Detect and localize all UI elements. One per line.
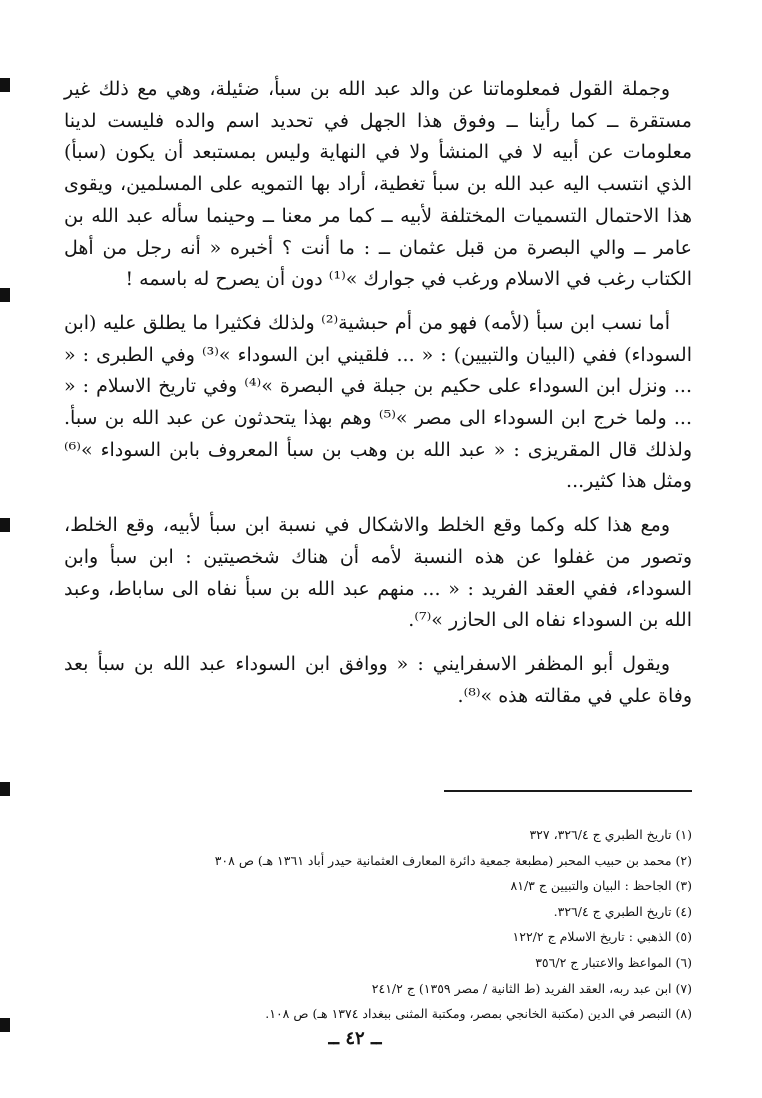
margin-mark [0, 288, 10, 302]
footnote-item: (٤) تاريخ الطبري ج ٣٢٦/٤. [553, 903, 692, 919]
footnote-item: (٥) الذهبي : تاريخ الاسلام ج ١٢٢/٢ [512, 929, 692, 945]
footnote-divider [444, 790, 692, 792]
footnote-item: (١) تاريخ الطبري ج ٣٢٦/٤، ٣٢٧ [529, 827, 692, 842]
footnotes-list [150, 822, 692, 1027]
body-text [64, 74, 692, 724]
margin-mark [0, 782, 10, 796]
paragraph-isfarayini: ويقول أبو المظفر الاسفرايني : « ووافق ابن السوداء عبد الله بن سبأ بعد وفاة علي في مقالته هذه »⁽⁸⁾. [64, 652, 692, 707]
page-number: ــ ٤٢ ــ [328, 1028, 382, 1049]
footnote-item: (٦) المواعظ والاعتبار ج ٣٥٦/٢ [535, 954, 692, 970]
margin-mark [0, 518, 10, 532]
paragraph-confusion: ومع هذا كله وكما وقع الخلط والاشكال في نسبة ابن سبأ لأبيه، وقع الخلط، وتصور من غفلوا عن هذه النسبة لأمه أن هناك شخصيتين : ابن سبأ وابن السوداء، ففي العقد الفريد : « ... منهم عبد الله بن سبأ نفاه الى ساباط، وعبد الله بن السوداء نفاه الى الحازر »⁽⁷⁾. [64, 514, 692, 632]
footnote-item: (٨) التبصر في الدين (مكتبة الخانجي بمصر، ومكتبة المثنى ببغداد ١٣٧٤ هـ) ص ١٠٨. [265, 1006, 692, 1022]
margin-mark [0, 1018, 10, 1032]
margin-mark [0, 78, 10, 92]
footnote-item: (٣) الجاحظ : البيان والتبيين ج ٨١/٣ [510, 878, 692, 894]
paragraph-father: وجملة القول فمعلوماتنا عن والد عبد الله بن سبأ، ضئيلة، وهي مع ذلك غير مستقرة ــ كما رأينا ــ وفوق هذا الجهل في تحديد اسم والده فليست لدينا معلومات عن أبيه لا في المنشأ ولا في النهاية وليس بمستبعد أن يكون (سبأ) الذي انتسب اليه عبد الله بن سبأ تغطية، أراد بها التمويه على المسلمين، ويقوى هذا الاحتمال التسميات المختلفة لأبيه ــ كما مر معنا ــ وحينما سأله عبد الله بن عامر ــ والي البصرة من قبل عثمان ــ : ما أنت ؟ أخبره « أنه رجل من أهل الكتاب رغب في الاسلام ورغب في جوارك »⁽¹⁾ دون أن يصرح له باسمه ! [64, 78, 692, 291]
paragraph-mother: أما نسب ابن سبأ (لأمه) فهو من أم حبشية⁽²⁾ ولذلك فكثيرا ما يطلق عليه (ابن السوداء) ففي (البيان والتبيين) : « ... فلقيني ابن السوداء »⁽³⁾ وفي الطبرى : « ... ونزل ابن السوداء على حكيم بن جبلة في البصرة »⁽⁴⁾ وفي تاريخ الاسلام : « ... ولما خرج ابن السوداء الى مصر »⁽⁵⁾ وهم بهذا يتحدثون عن عبد الله بن سبأ. ولذلك قال المقريزى : « عبد الله بن وهب بن سبأ المعروف بابن السوداء »⁽⁶⁾ ومثل هذا كثير... [64, 311, 692, 493]
footnote-item: (٢) محمد بن حبيب المحبر (مطبعة جمعية دائرة المعارف العثمانية حيدر أباد ١٣٦١ هـ) ص ٣٠٨ [214, 852, 692, 868]
footnote-item: (٧) ابن عبد ربه، العقد الفريد (ط الثانية / مصر ١٣٥٩) ج ٢٤١/٢ [371, 980, 692, 996]
